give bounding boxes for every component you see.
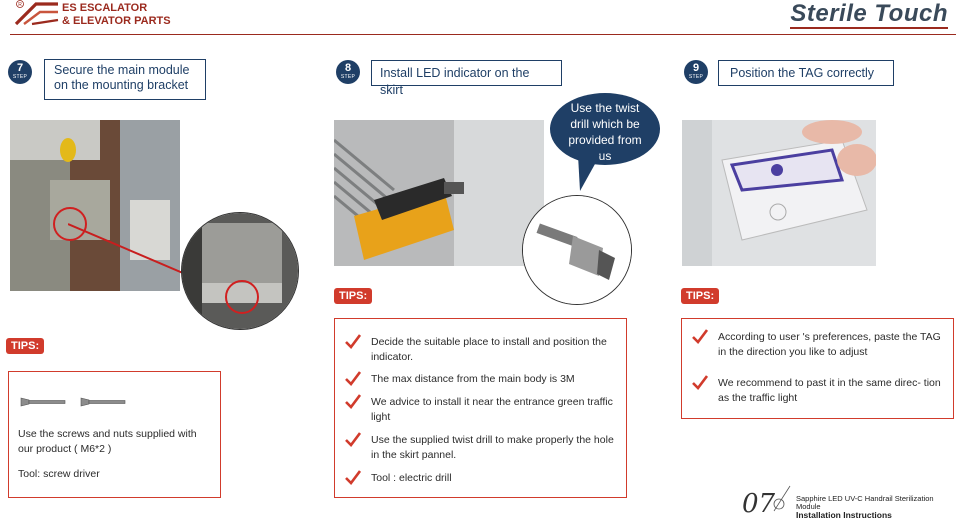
tip-item: Use the supplied twist drill to make properly the hole in the skirt pannel. xyxy=(345,433,616,463)
step-7-title: Secure the main module on the mounting bracket xyxy=(44,59,206,100)
drill-callout: Use the twist drill which be provided from us xyxy=(550,93,660,165)
check-icon xyxy=(345,431,361,447)
screw-icon xyxy=(19,392,129,412)
check-icon xyxy=(692,328,708,344)
check-icon xyxy=(345,333,361,349)
tip-item: According to user 's preferences, paste the TAG in the direction you like to adjust xyxy=(692,330,943,360)
es-logo-icon xyxy=(14,0,60,26)
check-icon xyxy=(692,374,708,390)
tips-box-step-7 xyxy=(8,371,221,498)
tips-label-step-9: TIPS: xyxy=(681,288,719,304)
tip-item: The max distance from the main body is 3M xyxy=(345,372,616,387)
step-7-badge: 7 STEP xyxy=(8,60,32,84)
step-9-title: Position the TAG correctly xyxy=(718,60,894,86)
brand-name: ES ESCALATOR & ELEVATOR PARTS xyxy=(62,2,171,27)
tip-item: Decide the suitable place to install and position the indicator. xyxy=(345,335,616,365)
twist-drill-photo xyxy=(522,195,632,305)
svg-text:R: R xyxy=(18,1,22,8)
tips-label-step-7: TIPS: xyxy=(6,338,44,354)
page-number: 07 xyxy=(742,489,776,519)
tip-item: We advice to install it near the entrance green traffic light xyxy=(345,395,616,425)
tips-7-screws: Use the screws and nuts supplied with our product ( M6*2 ) xyxy=(18,428,197,455)
tips-label-step-8: TIPS: xyxy=(334,288,372,304)
check-icon xyxy=(345,393,361,409)
tip-item: We recommend to past it in the same direc- tion as the traffic light xyxy=(692,376,943,406)
tips-box-step-8 xyxy=(334,318,627,498)
check-icon xyxy=(345,370,361,386)
product-logo: Sterile Touch xyxy=(790,0,948,27)
step-8-photo xyxy=(334,120,544,266)
step-9-badge: 9 STEP xyxy=(684,60,708,84)
leaf-icon xyxy=(770,484,792,514)
footer-title: Sapphire LED UV-C Handrail Sterilization Module Installation Instructions xyxy=(796,494,934,520)
step-7-zoom-photo xyxy=(181,212,299,330)
step-8-badge: 8 STEP xyxy=(336,60,360,84)
check-icon xyxy=(345,469,361,485)
step-9-photo xyxy=(682,120,876,266)
header-divider xyxy=(10,34,956,35)
callout-pointer xyxy=(570,155,610,195)
step-8-title: Install LED indicator on the skirt xyxy=(371,60,562,86)
tips-7-tool: Tool: screw driver xyxy=(18,468,100,480)
tip-item: Tool : electric drill xyxy=(345,471,616,486)
tips-box-step-9 xyxy=(681,318,954,419)
